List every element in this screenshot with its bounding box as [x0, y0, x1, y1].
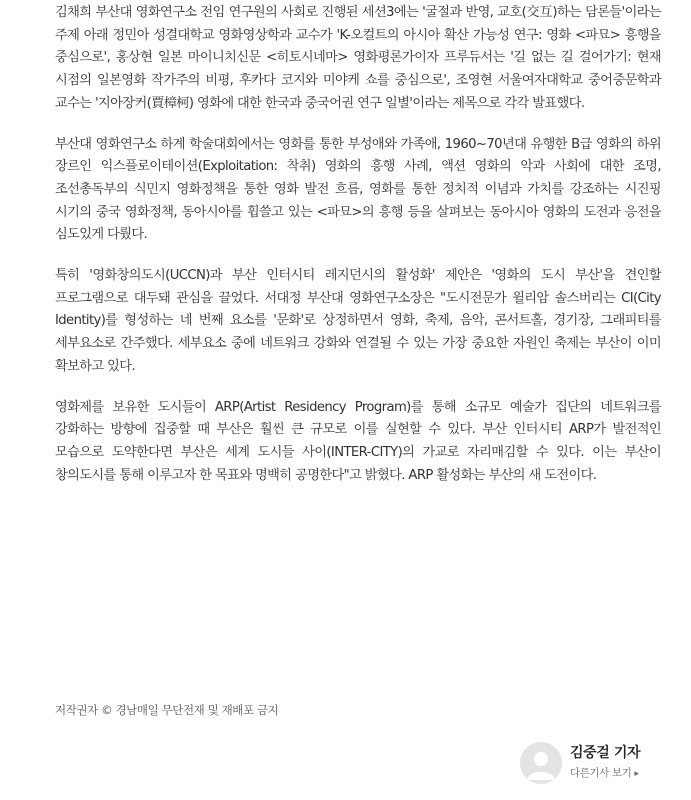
article-paragraph: 영화제를 보유한 도시들이 ARP(Artist Residency Program)를 통해 소규모 예술가 집단의 네트워크를 강화하는 방향에 집중할 때 부산은 훨씬 큰 규모로 이를 실현할 수 있다. 부산 인터시티 ARP가 발전적인 모습으로 도약한다면 부산은 세계 도시들 사이(INTER-CITY)의 가교로 자리매김할 수 있다. 이는 부산이 창의도시를 통해 이루고자 한 목표와 명백히 공명한다"고 밝혔다. ARP 활성화는 부산의 새 도전이다. — [55, 399, 661, 483]
article-paragraph: 부산대 영화연구소 하계 학술대회에서는 영화를 통한 부성애와 가족애, 1960~70년대 유행한 B급 영화의 하위 장르인 익스플로이테이션(Exploitation: 착취) 영화의 흥행 사례, 액션 영화의 악과 사회에 대한 조명, 조선총독부의 식민지 영화정책을 통한 영화 발전 흐름, 영화를 통한 정치적 이념과 가치를 강조하는 시진핑 시기의 중국 영화정책, 동아시아를 휩쓸고 있는 <파묘>의 흥행 등을 살펴보는 동아시아 영화의 도전과 응전을 심도있게 다뤘다. — [55, 136, 661, 243]
article-paragraph: 김채희 부산대 영화연구소 전임 연구원의 사회로 진행된 세션3에는 '굴절과 반영, 교호(交互)하는 담론들'이라는 주제 아래 정민아 성결대학교 영화영상학과 교수가 'K-오컬트의 아시아 확산 가능성 연구: 영화 <파묘> 흥행을 중심으로', 홍상현 일본 마이니치신문 <히토시네마> 영화평론가이자 프루듀서는 '길 없는 길 걸어가기: 현재 시점의 일본영화 작가주의 비평, 후카다 코지와 미야케 쇼를 중심으로', 조영현 서울여자대학교 중어중문학과 교수는 '지아장커(賈樟柯) 영화에 대한 한국과 중국어권 연구 일별'이라는 제목으로 각각 발표했다. — [55, 5, 661, 111]
article-paragraph: 특히 '영화창의도시(UCCN)과 부산 인터시티 레지던시의 활성화' 제안은 '영화의 도시 부산'을 견인할 프로그램으로 대두돼 관심을 끌었다. 서대정 부산대 영화연구소장은 "도시전문가 윌리암 솔스버리는 CI(City Identity)를 형성하는 네 번째 요소를 '문화'로 상정하면서 영화, 축제, 음악, 콘서트홀, 경기장, 그래피티를 세부요소로 간주했다. 세부요소 중에 네트워크 강화와 연결될 수 있는 가장 중요한 자원인 축제는 부산이 이미 확보하고 있다. — [55, 268, 661, 374]
copyright-notice: 저작권자 © 경남매일 무단전재 및 재배포 금지 — [55, 703, 279, 717]
reporter-byline — [520, 740, 680, 784]
reporter-name[interactable]: 김중걸 기자 — [570, 745, 641, 761]
caret-right-icon: ▸ — [634, 769, 639, 779]
article-body — [55, 2, 661, 505]
more-articles-link[interactable] — [570, 765, 639, 780]
reporter-avatar[interactable] — [520, 742, 562, 784]
more-articles-label: 다른기사 보기 — [570, 767, 632, 779]
person-icon — [520, 742, 562, 784]
